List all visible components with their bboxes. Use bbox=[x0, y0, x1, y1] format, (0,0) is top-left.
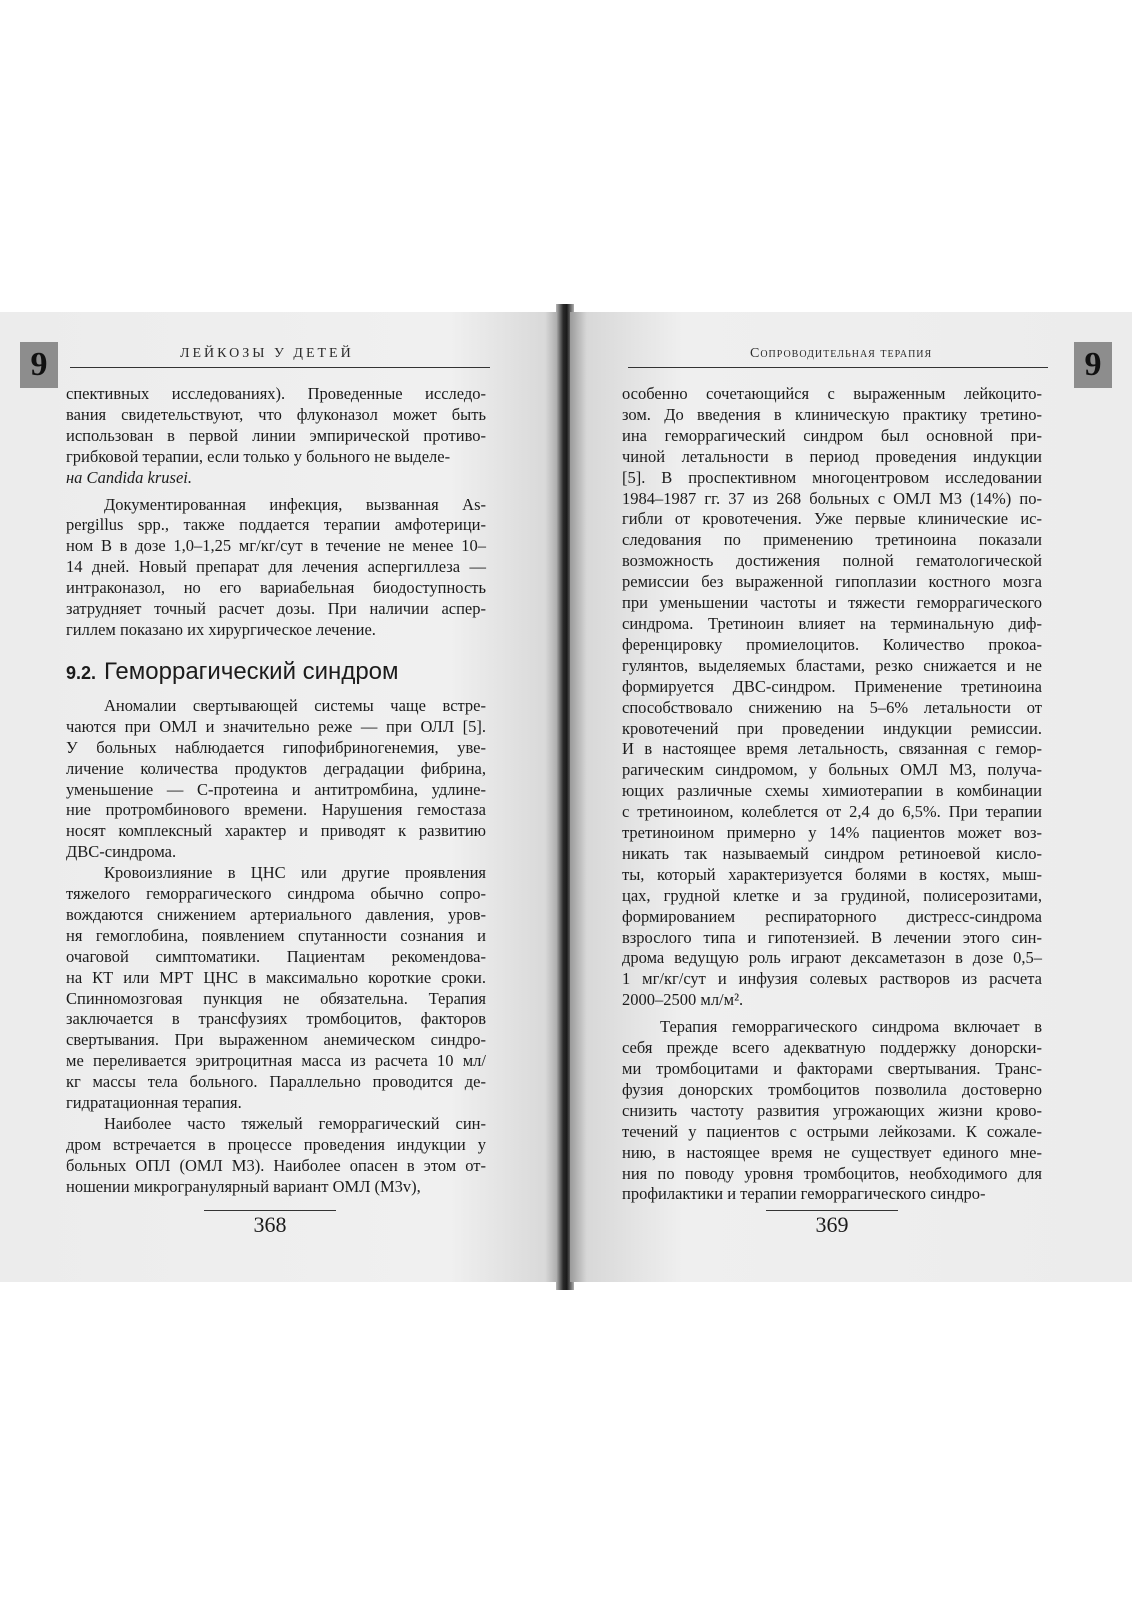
text-line: гидратационная терапия. bbox=[66, 1093, 242, 1113]
text-line: ференцировку промиелоцитов. Количество прокоа- bbox=[622, 634, 1042, 654]
text-line: кровотечений при проведении индукции ремиссии. bbox=[622, 718, 1042, 738]
text-line: ния по поводу уровня тромбоцитов, необходимого для bbox=[622, 1163, 1042, 1183]
text-line: нию, в настоящее время не существует единого мне- bbox=[622, 1142, 1042, 1162]
text-line: ношении микрогранулярный вариант ОМЛ (М3v), bbox=[66, 1176, 421, 1196]
text-line: с третиноином, колеблется от 2,4 до 6,5%. При терапии bbox=[622, 802, 1042, 822]
text-line: pergillus spp., также поддается терапии амфотерици- bbox=[66, 515, 486, 535]
text-line: затрудняет точный расчет дозы. При наличии аспер- bbox=[66, 599, 486, 619]
paragraph-italic-end bbox=[66, 468, 486, 489]
text-line: [5]. В проспективном многоцентровом исследовании bbox=[622, 467, 1042, 487]
text-line: фузия донорских тромбоцитов позволила достоверно bbox=[622, 1079, 1042, 1099]
text-line: снизить частоту развития угрожающих жизни крово- bbox=[622, 1100, 1042, 1120]
section-title: Геморрагический синдром bbox=[104, 657, 399, 685]
text-line: кг массы тела больного. Параллельно проводится де- bbox=[66, 1072, 486, 1092]
italic-line: на Candida krusei. bbox=[66, 467, 192, 487]
text-line: спективных исследованиях). Проведенные исследо- bbox=[66, 384, 486, 403]
text-line: цах, грудной клетке и за грудиной, полисерозитами, bbox=[622, 885, 1042, 905]
text-line: ми тромбоцитами и факторами свертывания. Транс- bbox=[622, 1059, 1042, 1078]
text-line: уменьшение — С-протеина и антитромбина, удлине- bbox=[66, 779, 486, 799]
text-line: Наиболее часто тяжелый геморрагический син- bbox=[104, 1114, 486, 1133]
footer-rule bbox=[766, 1210, 898, 1211]
paragraph bbox=[66, 495, 486, 641]
text-line: ня гемоглобина, появлением спутанности сознания и bbox=[66, 925, 486, 945]
text-line: вождаются снижением артериального давления, уров- bbox=[66, 904, 486, 924]
text-line: больных ОПЛ (ОМЛ М3). Наиболее опасен в этом от- bbox=[66, 1155, 486, 1175]
text-line: 2000–2500 мл/м². bbox=[622, 990, 744, 1010]
text-line: себя прежде всего адекватную поддержку донорски- bbox=[622, 1038, 1042, 1058]
text-line: очаговой симптоматики. Пациентам рекомендова- bbox=[66, 946, 486, 966]
text-line: гиллем показано их хирургическое лечение. bbox=[66, 619, 376, 639]
text-line: профилактики и терапии геморрагического синдро- bbox=[622, 1184, 986, 1204]
text-line: при уменьшении частоты и тяжести геморрагического bbox=[622, 593, 1042, 613]
left-body-text bbox=[66, 384, 486, 1198]
text-line: чиной летальности в период проведения индукции bbox=[622, 446, 1042, 466]
text-line: никать так называемый синдром ретиноевой кисло- bbox=[622, 843, 1042, 863]
page-number: 368 bbox=[253, 1212, 287, 1237]
paragraph bbox=[66, 863, 486, 1114]
page-number: 369 bbox=[815, 1212, 849, 1237]
text-line: дрома ведущую роль играют дексаметазон в дозе 0,5– bbox=[622, 948, 1042, 968]
text-line: синдрома. Третиноин влияет на терминальную диф- bbox=[622, 613, 1042, 633]
text-line: 1984–1987 гг. 37 из 268 больных с ОМЛ М3 (14%) по- bbox=[622, 488, 1042, 508]
text-line: дром встречается в процессе проведения индукции у bbox=[66, 1134, 486, 1154]
text-line: третиноином примерно у 14% пациентов может воз- bbox=[622, 823, 1042, 843]
header-rule bbox=[70, 367, 490, 368]
text-line: грибковой терапии, если только у больного не выделе- bbox=[66, 446, 451, 466]
section-number: 9.2. bbox=[66, 662, 97, 683]
footer-rule bbox=[204, 1210, 336, 1211]
text-line: интраконазол, но его вариабельная биодоступность bbox=[66, 578, 486, 598]
text-line: Документированная инфекция, вызванная As- bbox=[104, 494, 486, 514]
text-line: И в настоящее время летальность, связанная с гемор- bbox=[622, 739, 1042, 759]
text-line: ремиссии без выраженной гипоплазии костного мозга bbox=[622, 572, 1042, 592]
text-line: тяжелого геморрагического синдрома обычно сопро- bbox=[66, 884, 486, 904]
text-line: 1 мг/кг/сут и инфузия солевых растворов из расчета bbox=[622, 969, 1042, 989]
text-line: личение количества продуктов деградации фибрина, bbox=[66, 758, 486, 778]
paragraph bbox=[66, 696, 486, 863]
section-heading bbox=[66, 657, 486, 688]
text-line: зом. До введения в клиническую практику третино- bbox=[622, 404, 1042, 424]
text-line: возможность достижения полной гематологической bbox=[622, 551, 1042, 571]
paragraph bbox=[66, 384, 486, 468]
text-line: следования по применению третиноина показали bbox=[622, 530, 1042, 550]
right-body-text bbox=[622, 384, 1042, 1205]
text-line: способствовало снижению на 5–6% летальности от bbox=[622, 697, 1042, 717]
text-line: 14 дней. Новый препарат для лечения аспергиллеза — bbox=[66, 557, 486, 577]
text-line: на КТ или МРТ ЦНС в максимально короткие сроки. bbox=[66, 967, 486, 987]
right-page bbox=[570, 312, 1132, 1282]
text-line: вания свидетельствуют, что флуконазол может быть bbox=[66, 404, 486, 424]
text-line: У больных наблюдается гипофибриногенемия, уве- bbox=[66, 737, 486, 757]
text-line: Кровоизлияние в ЦНС или другие проявления bbox=[104, 863, 486, 883]
paragraph bbox=[622, 1017, 1042, 1205]
text-line: Спинномозговая пункция не обязательна. Терапия bbox=[66, 988, 486, 1008]
text-line: ющих различные схемы химиотерапии в комбинации bbox=[622, 781, 1042, 801]
text-line: гибли от кровотечения. Уже первые клинические ис- bbox=[622, 509, 1042, 529]
chapter-tab: 9 bbox=[20, 342, 58, 388]
text-line: заключается в трансфузиях тромбоцитов, факторов bbox=[66, 1009, 486, 1029]
book-spread bbox=[0, 312, 1132, 1282]
text-line: течений у пациентов с острыми лейкозами. К сожале- bbox=[622, 1121, 1042, 1141]
text-line: Терапия геморрагического синдрома включает в bbox=[660, 1017, 1042, 1037]
text-line: взрослого типа и гипотензией. В лечении этого син- bbox=[622, 927, 1042, 947]
text-line: рагическим синдромом, у больных ОМЛ М3, получа- bbox=[622, 760, 1042, 780]
text-line: чаются при ОМЛ и значительно реже — при ОЛЛ [5]. bbox=[66, 716, 486, 736]
header-rule bbox=[628, 367, 1048, 368]
text-line: особенно сочетающийся с выраженным лейкоцито- bbox=[622, 384, 1042, 403]
paragraph bbox=[622, 384, 1042, 1011]
chapter-tab: 9 bbox=[1074, 342, 1112, 388]
paragraph bbox=[66, 1114, 486, 1198]
running-head: Сопроводительная терапия bbox=[750, 346, 933, 361]
text-line: использован в первой линии эмпирической противо- bbox=[66, 425, 486, 445]
left-page bbox=[0, 312, 562, 1282]
text-line: ты, который характеризуется болями в костях, мыш- bbox=[622, 864, 1042, 884]
text-line: гулянтов, выделяемых бластами, резко снижается и не bbox=[622, 655, 1042, 675]
text-line: ном В в дозе 1,0–1,25 мг/кг/сут в течение не менее 10– bbox=[66, 536, 486, 556]
text-line: Аномалии свертывающей системы чаще встре- bbox=[104, 695, 486, 715]
text-line: ме переливается эритроцитная масса из расчета 10 мл/ bbox=[66, 1051, 486, 1071]
text-line: формированием респираторного дистресс-синдрома bbox=[622, 906, 1042, 926]
text-line: формируется ДВС-синдром. Применение третиноина bbox=[622, 676, 1042, 696]
text-line: ДВС-синдрома. bbox=[66, 842, 177, 862]
text-line: ина геморрагический синдром был основной при- bbox=[622, 425, 1042, 445]
text-line: носят комплексный характер и приводят к развитию bbox=[66, 821, 486, 841]
text-line: ние протромбинового времени. Нарушения гемостаза bbox=[66, 800, 486, 820]
text-line: свертывания. При выраженном анемическом синдро- bbox=[66, 1030, 486, 1050]
running-head: ЛЕЙКОЗЫ У ДЕТЕЙ bbox=[180, 346, 354, 361]
